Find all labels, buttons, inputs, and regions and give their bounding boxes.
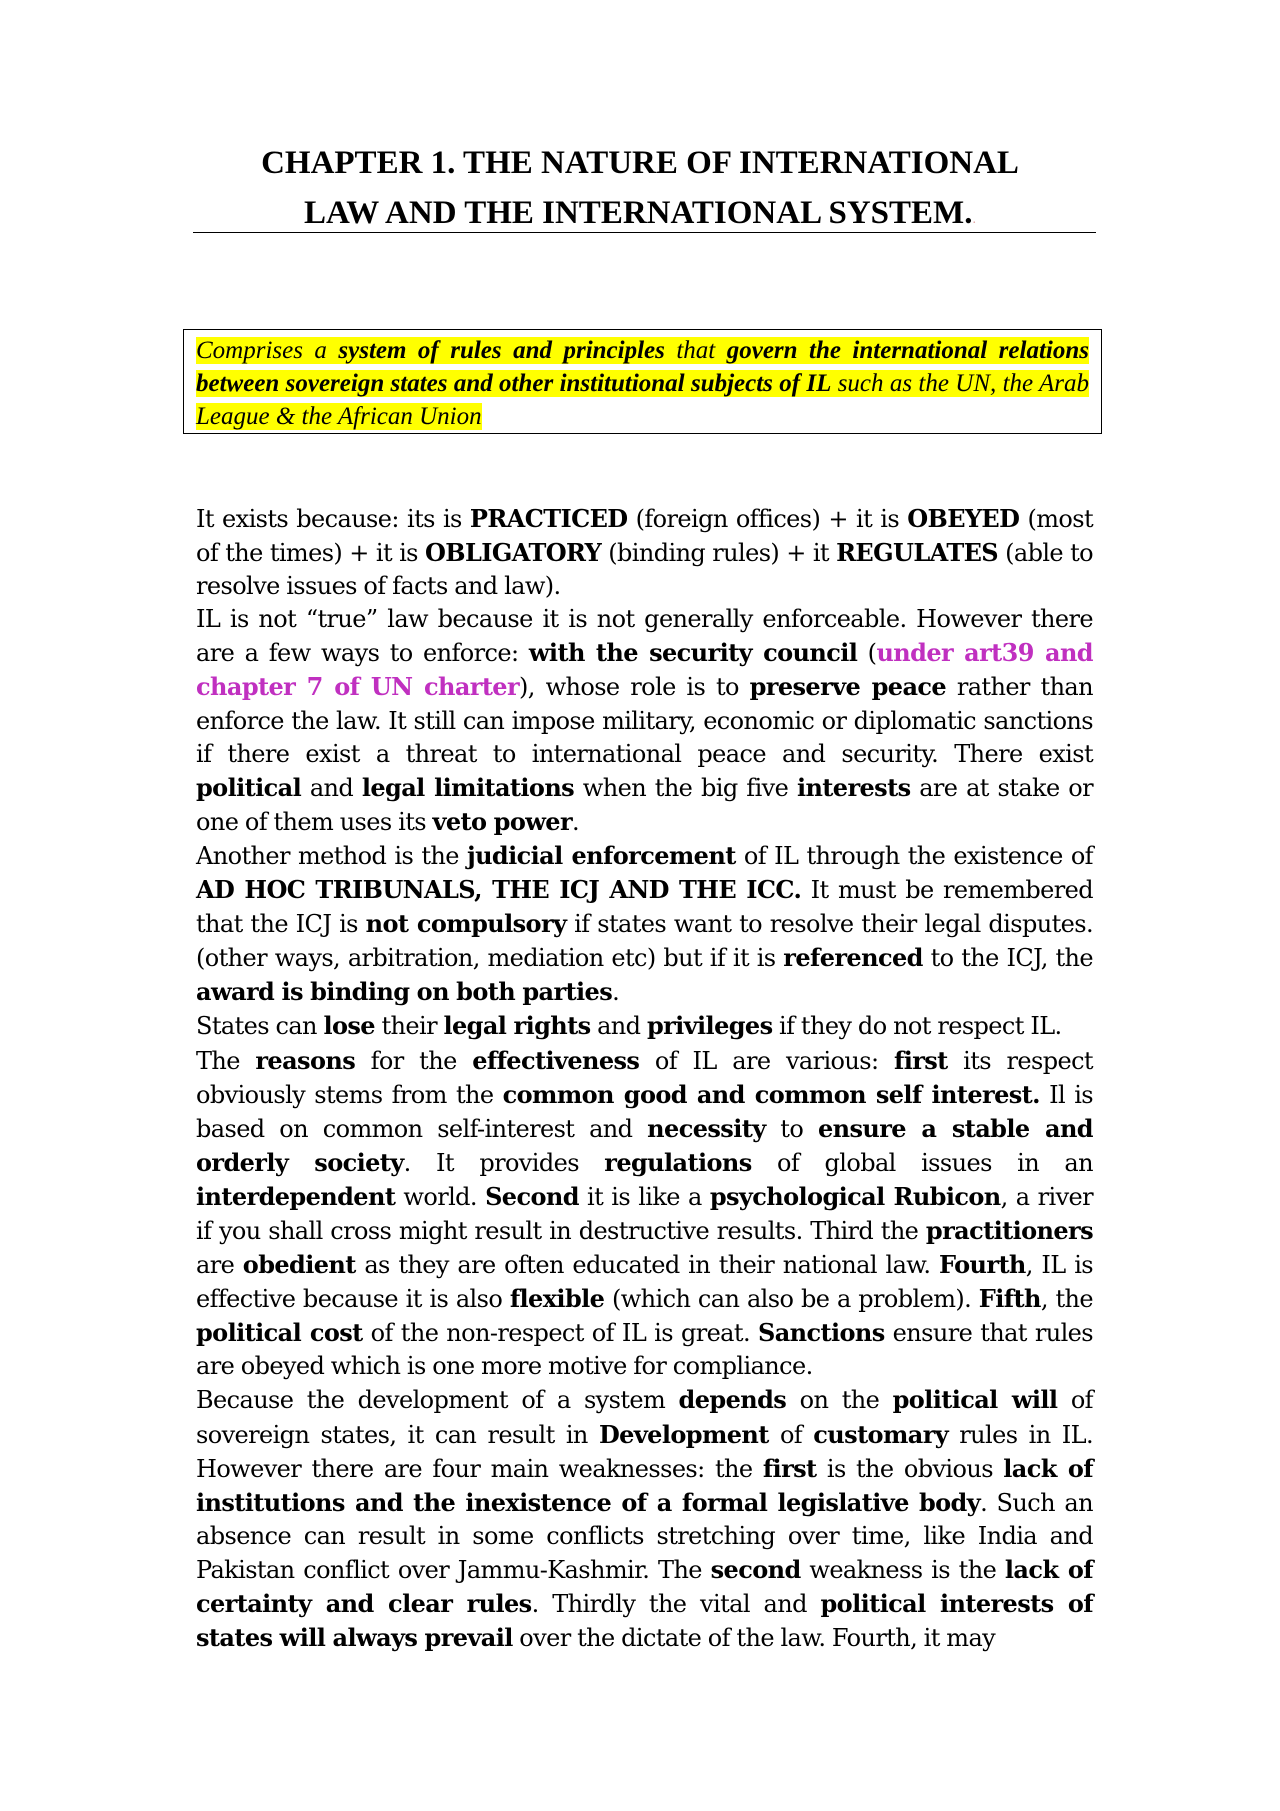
paragraph-enforcement: IL is not “true” law because it is not generally enforceable. However there are a few ways to enforce: with the security council (under art39 and chapter 7 of UN charter), whose role is to preserve peace rather than enforce the law. It still can impose military, economic or diplomatic sanctions if there exist a threat to international peace and security. There exist political and legal limitations when the big five interests are at stake or one of them uses its veto power.	[196, 605, 1094, 836]
un-charter-reference: under art39 and chapter 7 of UN charter	[196, 638, 1093, 702]
definition-highlight: Comprises a system of rules and principles that govern the international relations between sovereign states and other institutional subjects of IL such as the UN, the Arab League & the African Union	[196, 337, 1089, 430]
paragraph-weaknesses: Because the development of a system depends on the political will of sovereign states, it can result in Development of customary rules in IL. However there are four main weaknesses: the first is the obvious lack of institutions and the inexistence of a formal legislative body. Such an absence can result in some conflicts stretching over time, like India and Pakistan conflict over Jammu-Kashmir. The second weakness is the lack of certainty and clear rules. Thirdly the vital and political interests of states will always prevail over the dictate of the law. Fourth, it may	[196, 1385, 1093, 1653]
paragraph-judicial: Another method is the judicial enforcement of IL through the existence of AD HOC TRIBUNALS, THE ICJ AND THE ICC. It must be remembered that the ICJ is not compulsory if states want to resolve their legal disputes. (other ways, arbitration, mediation etc) but if it is referenced to the ICJ, the award is binding on both parties.	[196, 840, 1093, 1007]
definition-box	[183, 329, 1102, 434]
title-trailing-mark: .	[972, 212, 976, 227]
paragraph-existence: It exists because: its is PRACTICED (foreign offices) + it is OBEYED (most of the times) + it is OBLIGATORY (binding rules) + it REGULATES (able to resolve issues of facts and law).	[196, 504, 1094, 601]
paragraph-effectiveness: The reasons for the effectiveness of IL are various: first its respect obviously stems from the common good and common self interest. Il is based on common self-interest and necessity to ensure a stable and orderly society. It provides regulations of global issues in an interdependent world. Second it is like a psychological Rubicon, a river if you shall cross might result in destructive results. Third the practitioners are obedient as they are often educated in their national law. Fourth, IL is effective because it is also flexible (which can also be a problem). Fifth, the political cost of the non-respect of IL is great. Sanctions ensure that rules are obeyed which is one more motive for compliance.	[196, 1045, 1094, 1381]
title-underline	[193, 232, 1096, 233]
chapter-title-line-2: LAW AND THE INTERNATIONAL SYSTEM..	[304, 195, 976, 231]
chapter-title	[170, 138, 1110, 245]
body-text	[196, 502, 1093, 1655]
paragraph-rights: States can lose their legal rights and privileges if they do not respect IL.	[196, 1011, 1062, 1041]
chapter-title-line-1: CHAPTER 1. THE NATURE OF INTERNATIONAL	[261, 145, 1019, 181]
